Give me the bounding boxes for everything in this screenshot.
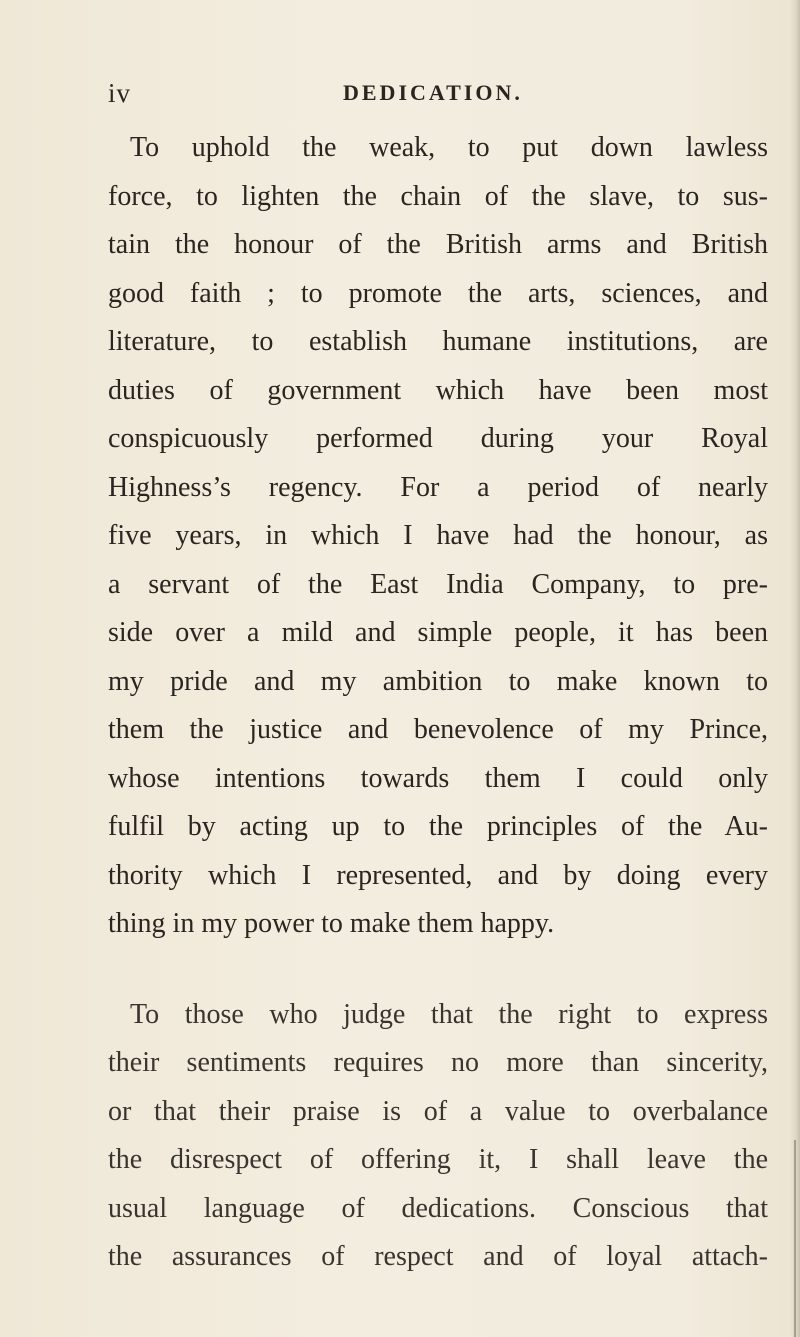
text-line: thing in my power to make them happy. — [108, 908, 555, 939]
text-line: Highness’s regency. For a period of nearly — [108, 471, 768, 503]
text-line: whose intentions towards them I could only — [108, 762, 768, 794]
text-line: force, to lighten the chain of the slave, to sus- — [108, 180, 768, 212]
text-line: a servant of the East India Company, to pre- — [108, 568, 768, 600]
text-line: fulfil by acting up to the principles of the Au- — [108, 811, 768, 842]
text-line: usual language of dedications. Conscious that — [108, 1192, 768, 1224]
page-number: iv — [108, 78, 132, 108]
page-edge-shadow — [790, 0, 800, 1337]
text-line: conspicuously performed during your Royal — [108, 423, 768, 454]
text-line: five years, in which I have had the honour, as — [108, 520, 768, 551]
text-line: the assurances of respect and of loyal attach- — [108, 1241, 768, 1272]
text-line: duties of government which have been most — [108, 374, 768, 406]
text-line: them the justice and benevolence of my Prince, — [108, 714, 768, 745]
text-line: To those who judge that the right to express — [130, 998, 768, 1030]
text-line: thority which I represented, and by doing every — [108, 859, 768, 891]
body-text — [108, 124, 768, 1282]
text-line: tain the honour of the British arms and British — [108, 229, 768, 260]
paragraph-2 — [108, 991, 768, 1282]
text-line: To uphold the weak, to put down lawless — [130, 132, 768, 163]
page-edge-line — [794, 1140, 796, 1337]
text-line: or that their praise is of a value to overbalance — [108, 1095, 768, 1127]
paragraph-1 — [108, 124, 768, 949]
running-title: DEDICATION. — [343, 80, 523, 105]
text-line: my pride and my ambition to make known to — [108, 665, 768, 697]
text-line: side over a mild and simple people, it has been — [108, 617, 768, 648]
text-line: their sentiments requires no more than sincerity, — [108, 1047, 768, 1078]
text-line: good faith ; to promote the arts, sciences, and — [108, 277, 768, 309]
running-head — [108, 78, 768, 114]
text-line: the disrespect of offering it, I shall leave the — [108, 1144, 768, 1175]
text-line: literature, to establish humane institutions, are — [108, 326, 768, 357]
